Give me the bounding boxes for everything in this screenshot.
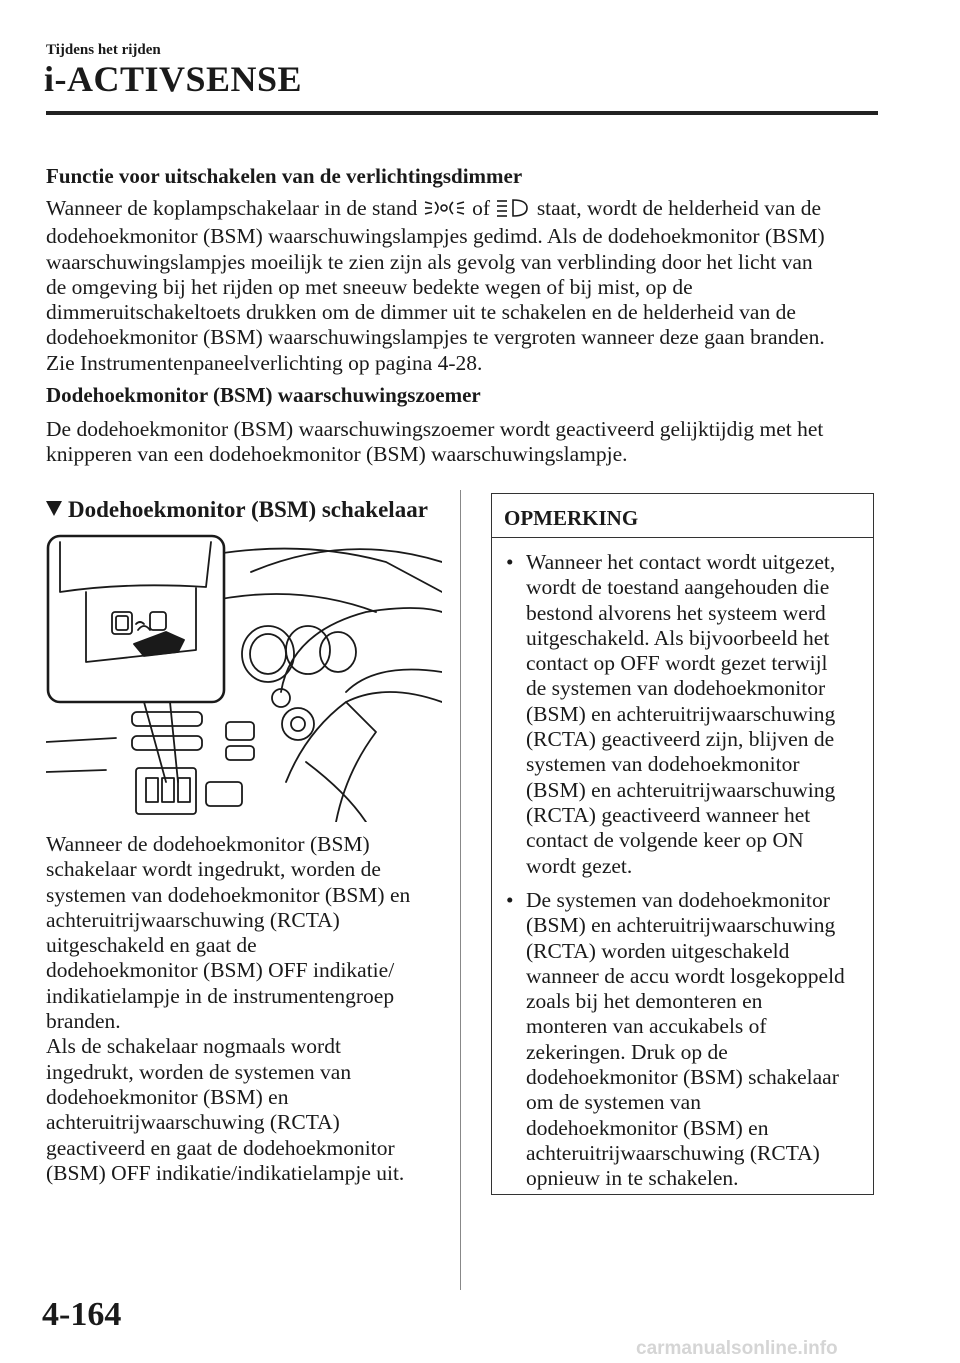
note-line: (BSM) en achteruitrijwaarschuwing: [526, 913, 836, 938]
bullet-icon: •: [506, 888, 514, 912]
dimmer-heading: Functie voor uitschakelen van de verlichtingsdimmer: [46, 164, 523, 188]
dimmer-line: dimmeruitschakeltoets drukken om de dimmer uit te schakelen en de helderheid van de: [46, 300, 796, 325]
switch-line: achteruitrijwaarschuwing (RCTA): [46, 907, 340, 932]
note-line: wordt de toestand aangehouden die: [526, 575, 830, 600]
switch-line: schakelaar wordt ingedrukt, worden de: [46, 857, 381, 882]
switch-line: ingedrukt, worden de systemen van: [46, 1059, 352, 1084]
note-line: zekeringen. Druk op de: [526, 1039, 728, 1064]
dimmer-line-1: Wanneer de koplampschakelaar in de stand of staat, wordt de helderheid van de: [46, 196, 886, 224]
note-line: zoals bij het demonteren en: [526, 989, 763, 1014]
section-label: Tijdens het rijden: [46, 42, 161, 58]
note-line: om de systemen van: [526, 1090, 701, 1115]
chapter-title: i-ACTIVSENSE: [44, 59, 303, 99]
note-line: achteruitrijwaarschuwing (RCTA): [526, 1140, 820, 1165]
header-rule: [46, 111, 878, 115]
switch-line: achteruitrijwaarschuwing (RCTA): [46, 1110, 340, 1135]
watermark: carmanualsonline.info: [636, 1338, 838, 1359]
note-line: Wanneer het contact wordt uitgezet,: [526, 550, 836, 574]
switch-line: dodehoekmonitor (BSM) OFF indikatie/: [46, 958, 395, 983]
bsm-switch-dashboard-illustration: [46, 532, 442, 822]
switch-line: systemen van dodehoekmonitor (BSM) en: [46, 882, 411, 907]
buzzer-line: knipperen van een dodehoekmonitor (BSM) waarschuwingslampje.: [46, 442, 628, 467]
switch-paragraph: [46, 832, 456, 1186]
parking-light-icon: [423, 198, 467, 224]
switch-line: branden.: [46, 1009, 121, 1034]
note-line: opnieuw in te schakelen.: [526, 1166, 739, 1191]
dimmer-line: dodehoekmonitor (BSM) waarschuwingslampjes gedimd. Als de dodehoekmonitor (BSM): [46, 224, 825, 249]
note-line: dodehoekmonitor (BSM) en: [526, 1115, 769, 1140]
buzzer-heading: Dodehoekmonitor (BSM) waarschuwingszoemer: [46, 383, 481, 407]
bullet-icon: •: [506, 550, 514, 574]
buzzer-line: De dodehoekmonitor (BSM) waarschuwingszoemer wordt geactiveerd gelijktijdig met het: [46, 417, 824, 441]
note-line: De systemen van dodehoekmonitor: [526, 888, 830, 912]
note-box: [491, 493, 874, 1195]
buzzer-paragraph: [46, 417, 886, 468]
note-line: dodehoekmonitor (BSM) schakelaar: [526, 1065, 839, 1090]
note-line: wordt gezet.: [526, 853, 633, 878]
dimmer-page-reference: Zie Instrumentenpaneelverlichting op pagina 4-28.: [46, 350, 483, 375]
dimmer-paragraph: [46, 196, 886, 376]
headlight-icon: [495, 198, 531, 224]
note-line: contact de volgende keer op ON: [526, 828, 804, 853]
note-line: de systemen van dodehoekmonitor: [526, 676, 826, 701]
note-title: OPMERKING: [492, 494, 873, 538]
page-number: 4-164: [42, 1296, 122, 1333]
dimmer-line: dodehoekmonitor (BSM) waarschuwingslampjes te vergroten wanneer deze gaan branden.: [46, 325, 825, 350]
switch-line: Als de schakelaar nogmaals wordt: [46, 1034, 341, 1059]
switch-heading: Dodehoekmonitor (BSM) schakelaar: [46, 497, 428, 523]
note-line: (RCTA) geactiveerd wanneer het: [526, 802, 811, 827]
note-line: bestond alvorens het systeem werd: [526, 600, 826, 625]
dimmer-line: de omgeving bij het rijden op met sneeuw bedekte wegen of bij mist, op de: [46, 274, 693, 299]
note-line: uitgeschakeld. Als bijvoorbeeld het: [526, 625, 830, 650]
note-line: systemen van dodehoekmonitor: [526, 752, 800, 777]
note-line: (BSM) en achteruitrijwaarschuwing: [526, 777, 836, 802]
note-line: wanneer de accu wordt losgekoppeld: [526, 963, 845, 988]
switch-line: uitgeschakeld en gaat de: [46, 933, 257, 958]
note-line: contact op OFF wordt gezet terwijl: [526, 651, 828, 676]
column-divider: [460, 490, 461, 1290]
switch-line: (BSM) OFF indikatie/indikatielampje uit.: [46, 1160, 405, 1185]
switch-line: Wanneer de dodehoekmonitor (BSM): [46, 832, 370, 856]
note-line: (BSM) en achteruitrijwaarschuwing: [526, 701, 836, 726]
note-line: monteren van accukabels of: [526, 1014, 767, 1039]
triangle-marker-icon: [46, 501, 62, 516]
note-line: (RCTA) worden uitgeschakeld: [526, 938, 790, 963]
switch-line: dodehoekmonitor (BSM) en: [46, 1084, 289, 1109]
note-line: (RCTA) geactiveerd zijn, blijven de: [526, 727, 835, 752]
switch-line: geactiveerd en gaat de dodehoekmonitor: [46, 1135, 395, 1160]
dimmer-line: waarschuwingslampjes moeilijk te zien zijn als gevolg van verblinding door het licht van: [46, 249, 813, 274]
switch-line: indikatielampje in de instrumentengroep: [46, 983, 395, 1008]
